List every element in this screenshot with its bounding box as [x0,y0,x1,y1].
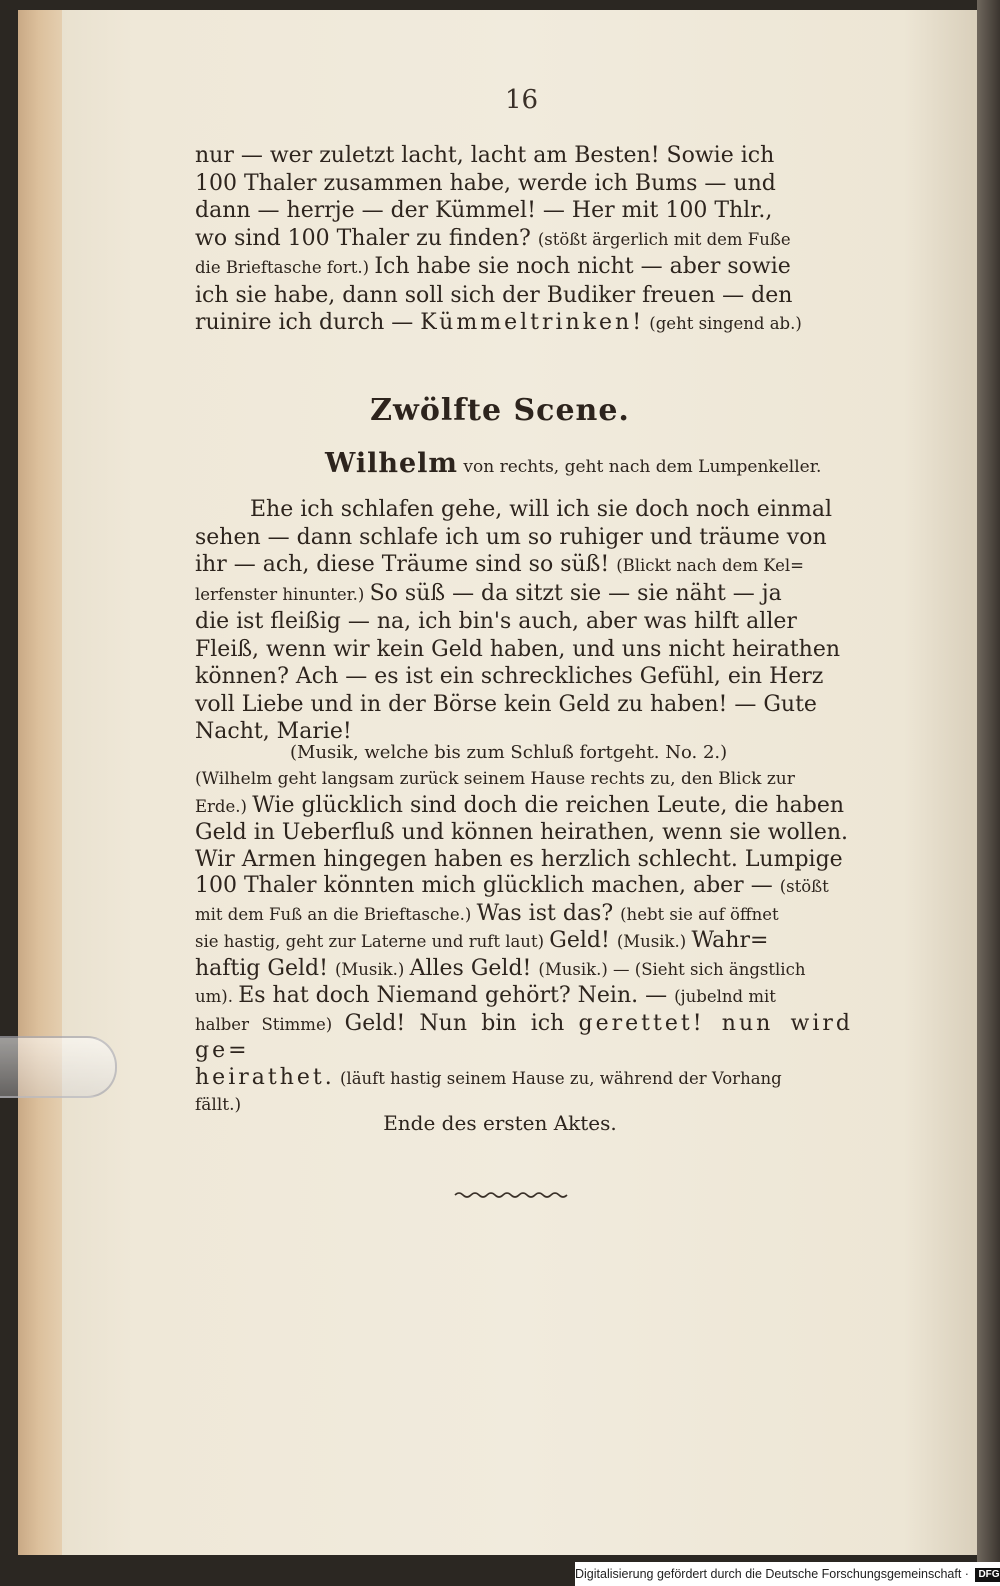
stage-direction: (Blickt nach dem Kel= [616,556,804,575]
text-line: können? Ach — es ist ein schreckliches Gefühl, ein Herz [195,664,824,689]
stage-direction: (läuft hastig seinem Hause zu, während der Vorhang [334,1068,782,1088]
text-line: um). Es hat doch Niemand gehört? Nein. — (jubelnd mit [195,983,776,1008]
text-line: 100 Thaler könnten mich glücklich machen, aber — (stößt [195,873,829,898]
stage-direction: um). [195,987,239,1006]
text-line: ich sie habe, dann soll sich der Budiker freuen — den [195,282,793,308]
page-edge-right [977,0,1000,1562]
wavy-rule-ornament-icon [453,1188,573,1202]
page-clip-tab [0,1036,117,1098]
text-line: Wir Armen hingegen haben es herzlich schlecht. Lumpige [195,846,843,872]
stage-direction: (geht singend ab.) [644,314,802,333]
digitization-footer [575,1562,1000,1586]
text-line: haftig Geld! (Musik.) Alles Geld! (Musik.) — (Sieht sich ängstlich [195,955,806,981]
emphasized-word: gerettet! nun wird ge= [195,1010,853,1063]
text-line: lerfenster hinunter.) So süß — da sitzt sie — sie näht — ja [195,580,782,606]
stage-direction: Erde.) [195,796,253,816]
text-line: dann — herrje — der Kümmel! — Her mit 100 Thlr., [195,198,773,223]
footer-text: Digitalisierung gefördert durch die Deutsche Forschungsgemeinschaft · [575,1567,973,1581]
stage-direction: sie hastig, geht zur Laterne und ruft laut) [195,932,550,951]
stage-direction: (stößt [779,877,829,896]
stage-direction: (Musik.) — (Sieht sich ängstlich [538,959,806,979]
closing-paragraph [195,766,853,1119]
text-line: wo sind 100 Thaler zu finden? (stößt ärgerlich mit dem Fuße [195,225,791,251]
text-line: mit dem Fuß an die Brieftasche.) Was ist das? (hebt sie auf öffnet [195,900,779,926]
text-line: fällt.) [195,1095,242,1115]
text-line: Fleiß, wenn wir kein Geld haben, und uns nicht heirathen [195,636,841,662]
music-direction: (Musik, welche bis zum Schluß fortgeht. No. 2.) [290,742,728,763]
text-line: voll Liebe und in der Börse kein Geld zu haben! — Gute [195,691,817,717]
text-line: ruinire ich durch — Kümmeltrinken! (geht singend ab.) [195,310,802,335]
dfg-logo-icon: DFG [975,1568,1000,1582]
text-line: Ehe ich schlafen gehe, will ich sie doch noch einmal [250,497,833,522]
monologue [195,496,853,746]
character-entrance [325,448,821,479]
page-number: 16 [505,85,539,115]
entrance-direction: von rechts, geht nach dem Lumpenkeller. [458,457,822,477]
stage-direction: (jubelnd mit [674,987,776,1006]
stage-direction: halber Stimme) [195,1014,345,1034]
text-line: die ist fleißig — na, ich bin's auch, aber was hilft aller [195,609,797,634]
stage-direction: (hebt sie auf öffnet [620,904,779,924]
text-line: die Brieftasche fort.) Ich habe sie noch nicht — aber sowie [195,254,791,279]
text-line: sehen — dann schlafe ich um so ruhiger und träume von [195,524,827,550]
opening-paragraph [195,142,853,338]
stage-direction: mit dem Fuß an die Brieftasche.) [195,904,477,924]
stage-direction: (stößt ärgerlich mit dem Fuße [537,229,791,249]
text-line: nur — wer zuletzt lacht, lacht am Besten! Sowie ich [195,143,775,168]
emphasized-word: heirathet. [195,1064,335,1090]
act-end-line: Ende des ersten Aktes. [383,1111,617,1135]
text-line: 100 Thaler zusammen habe, werde ich Bums — und [195,170,776,196]
text-line: (Wilhelm geht langsam zurück seinem Hause rechts zu, den Blick zur [195,769,795,789]
stage-direction: lerfenster hinunter.) [195,584,370,604]
scene-heading: Zwölfte Scene. [370,393,630,428]
emphasized-word: Kümmeltrinken! [420,310,645,335]
text-line [195,1065,853,1093]
text-line: Erde.) Wie glücklich sind doch die reichen Leute, die haben [195,792,845,818]
text-line: ihr — ach, diese Träume sind so süß! (Blickt nach dem Kel= [195,552,804,577]
text-line: halber Stimme) Geld! Nun bin ich gerettet! nun wird ge= [195,1010,853,1063]
text-line: sie hastig, geht zur Laterne und ruft laut) Geld! (Musik.) Wahr= [195,928,769,953]
text-line: Geld in Ueberfluß und können heirathen, wenn sie wollen. [195,820,849,845]
text-line: Nacht, Marie! [195,719,352,744]
stage-direction: die Brieftasche fort.) [195,258,375,277]
stage-direction: (Musik.) [616,932,692,951]
character-name: Wilhelm [325,448,458,479]
stage-direction: (Musik.) [334,959,410,979]
